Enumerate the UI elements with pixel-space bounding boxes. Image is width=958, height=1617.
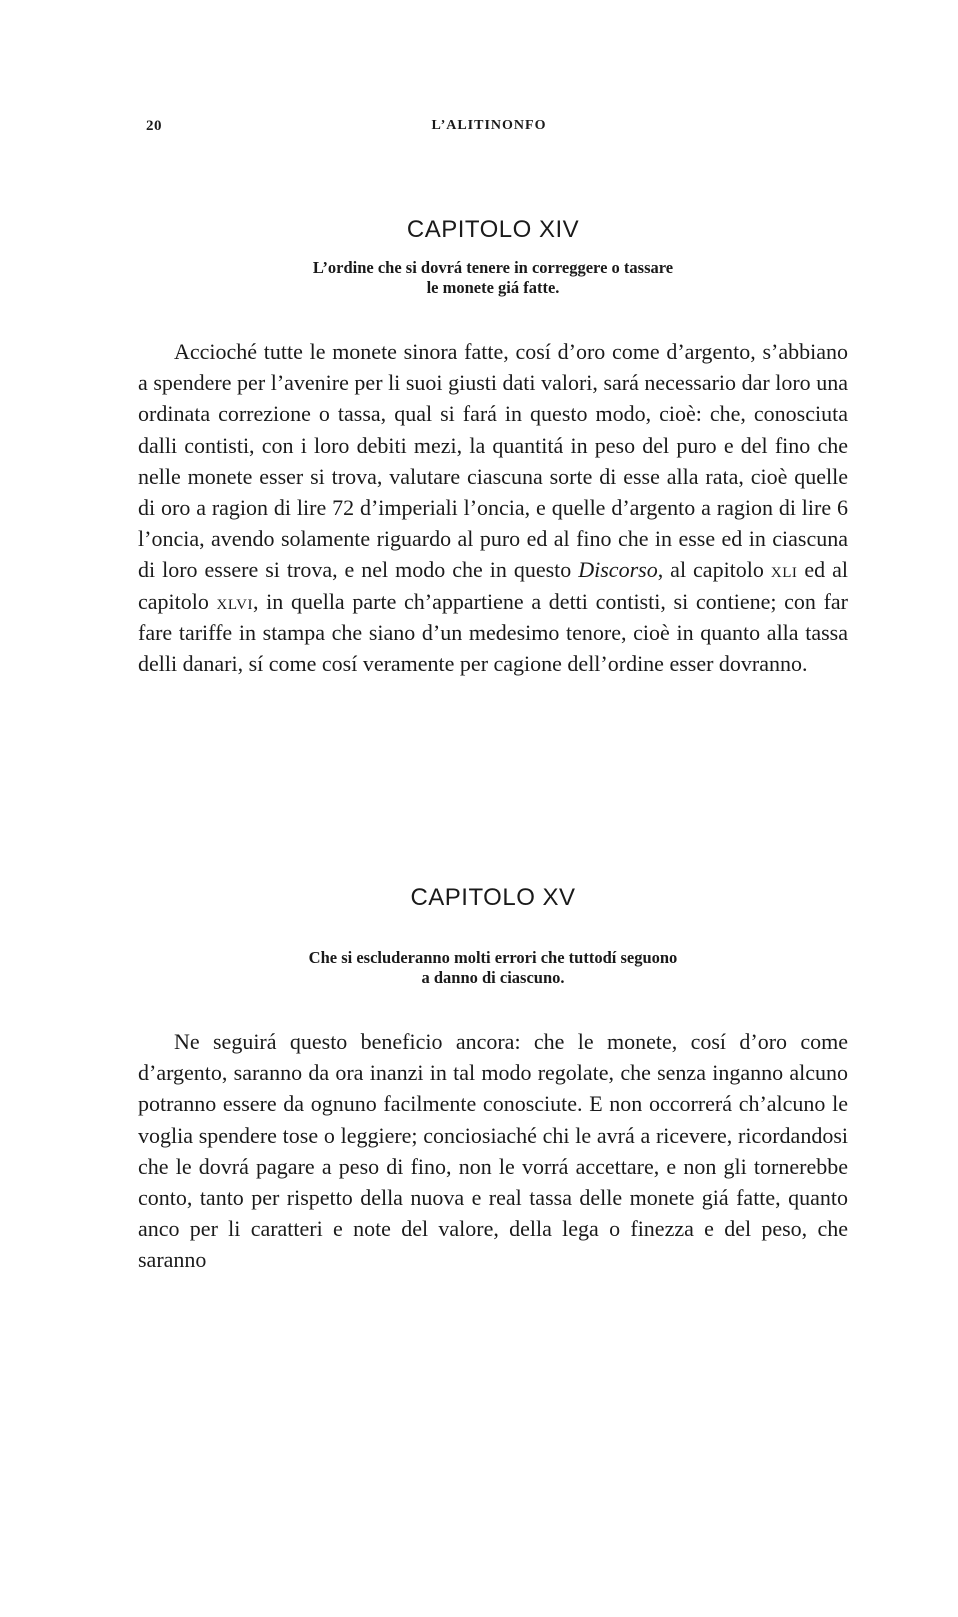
chapter-paragraph: Ne seguirá questo beneficio ancora: che le monete, cosí d’oro come d’argento, saranno da ora inanzi in tal modo regolate, che senza inganno alcuno potranno essere da ognuno facilmente conosciute. E non occorrerá ch’alcuno le voglia spendere tose o leggiere; conciosiaché chi le avrá a ricevere, ricordandosi che le dovrá pagare a peso di fino, non le vorrá accettare, e non gli tornerebbe conto, tanto per rispetto della nuova e real tassa delle monete giá fatte, quanto anco per li caratteri e note del valore, della lega o finezza e del peso, che saranno (138, 1029, 848, 1273)
paragraph-text: , in quella parte ch’appartiene a detti contisti, si contiene; con far fare tariffe in stampa che siano d’un medesimo tenore, cioè in quanto alla tassa delli danari, sí come cosí veramente per cagione dell’ordine esser dovranno. (138, 588, 848, 677)
chapter-subtitle (138, 258, 848, 298)
paragraph-text: ed al capitolo (138, 557, 848, 614)
chapter-xiv (138, 216, 848, 679)
chapter-title: CAPITOLO XIV (406, 216, 580, 243)
chapter-title: CAPITOLO XV (410, 884, 576, 911)
roman-numeral: xli (770, 557, 798, 583)
running-title: L’ALITINONFO (431, 118, 547, 133)
running-head (0, 118, 958, 138)
page-number: 20 (146, 118, 162, 134)
paragraph-text: Accioché tutte le monete sinora fatte, cosí d’oro come d’argento, s’abbiano a spendere per l’avenire per li suoi giusti dati valori, sará necessario dar loro una ordinata correzione o tassa, qual si fará in questo modo, cioè: che, conosciuta dalli contisti, con i loro debiti mezi, la quantitá in peso del puro e del fino che nelle monete esser si trova, valutare ciascuna sorte di esse alla rata, cioè quelle di oro a ragion di lire 72 d’imperiali l’oncia, e quelle d’argento a ragion di lire 6 l’oncia, avendo solamente riguardo al puro ed al fino che in esse ed in ciascuna di loro essere si trova, e nel modo che in questo (138, 339, 848, 583)
chapter-paragraph (138, 336, 848, 679)
italic-title: Discorso (578, 557, 658, 583)
subtitle-line: a danno di ciascuno. (421, 968, 565, 987)
subtitle-line: le monete giá fatte. (426, 278, 560, 297)
chapter-subtitle (138, 948, 848, 988)
subtitle-line: Che si escluderanno molti errori che tuttodí seguono (308, 948, 678, 967)
roman-numeral: xlvi (216, 588, 253, 614)
paragraph-text: , al capitolo (657, 557, 771, 583)
chapter-xv (138, 884, 848, 1276)
subtitle-line: L’ordine che si dovrá tenere in correggere o tassare (312, 258, 674, 277)
